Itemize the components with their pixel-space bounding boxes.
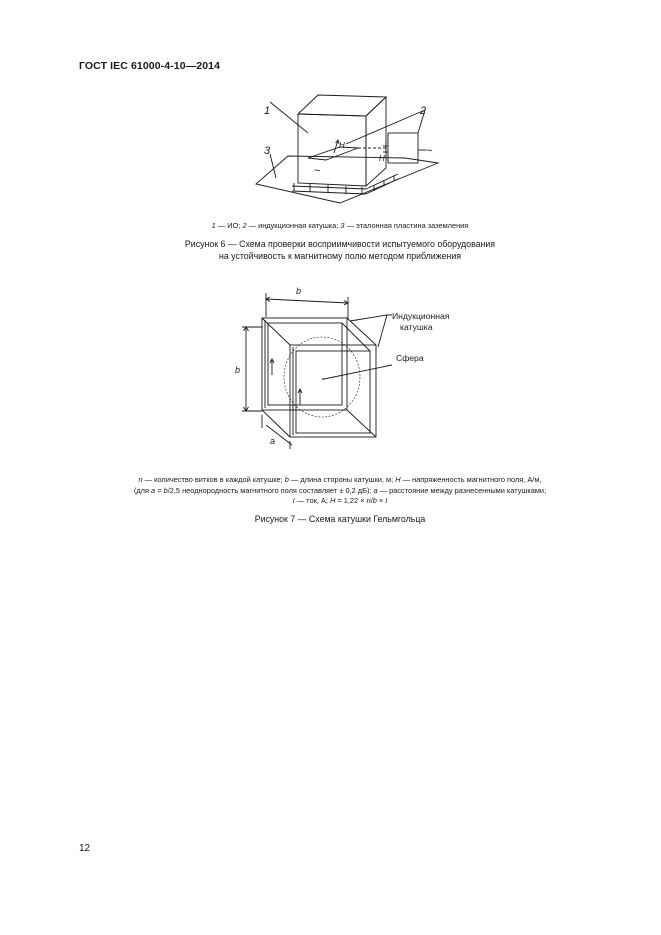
legend-7-l3-b: b: [372, 496, 377, 506]
legend-6-t2: — индукционная катушка;: [246, 221, 341, 230]
external-coil: [388, 133, 418, 163]
figure-7-caption: Рисунок 7 — Схема катушки Гельмгольца: [254, 514, 426, 524]
legend-7-l2-t1: (для: [133, 485, 152, 495]
eut-cube-side: [366, 97, 386, 186]
ac-source-2-icon: ~: [426, 145, 433, 157]
legend-7-l2-a2: a: [373, 485, 378, 495]
figure-7-legend: [74, 475, 606, 507]
legend-7-l2-b: b: [163, 485, 168, 495]
label-plane-number: 3: [264, 145, 271, 157]
ac-source-1-icon: ~: [314, 165, 321, 177]
back-coil-inner: [268, 323, 342, 405]
figure-7-diagram: [232, 283, 462, 453]
dimension-b-top: b: [296, 286, 302, 296]
page-number: 12: [79, 843, 91, 854]
legend-7-l2-a: a: [151, 485, 156, 495]
back-coil-outer: [262, 318, 347, 410]
figure-6-legend: [80, 221, 600, 232]
figure-7-svg: [232, 283, 462, 453]
legend-6-t3: — эталонная пластина заземления: [344, 221, 469, 230]
legend-7-l3-t1: — ток, А;: [294, 496, 330, 506]
label-field-h-2: H: [379, 154, 385, 163]
label-eut-number: 1: [264, 105, 271, 117]
legend-7-l3-h: H: [329, 496, 336, 506]
label-induction-coil-line1: Индукционная: [392, 311, 450, 321]
legend-7-l1-n: n: [138, 475, 143, 484]
legend-7-l1-b: b: [284, 475, 289, 484]
legend-7-l1-t2: — длина стороны катушки, м;: [288, 475, 396, 484]
front-coil-outer: [290, 345, 376, 437]
legend-7-l3-n: n: [366, 496, 371, 506]
figure-6-caption: [80, 238, 600, 262]
figure-6-caption-line2: на устойчивость к магнитному полю методом приближения: [218, 251, 462, 261]
legend-7-l1-t1: — количество витков в каждой катушке;: [142, 475, 285, 484]
legend-6-n2: 2: [242, 221, 247, 230]
legend-7-l3-t4: ×: [376, 496, 386, 506]
document-header: ГОСТ IEC 61000-4-10—2014: [79, 60, 221, 72]
legend-7-l3-t2: = 1,22 ×: [335, 496, 367, 506]
figure-6-svg: [250, 88, 450, 210]
dimension-b-left: b: [235, 365, 241, 375]
eut-cube-top: [298, 95, 386, 116]
legend-7-l3-t3: /: [370, 496, 373, 506]
legend-7-l3-i: I: [292, 496, 295, 506]
legend-7-line1: [74, 475, 606, 486]
legend-7-line3: [74, 496, 606, 507]
induction-coil-plate: [308, 147, 358, 160]
dimension-a: a: [270, 436, 276, 446]
legend-7-line2: [74, 486, 606, 497]
legend-7-l1-h: H: [395, 475, 401, 484]
label-induction-coil-line2: катушка: [400, 322, 433, 332]
legend-7-l2-t3: /2,5 неоднородность магнитного поля составляет ± 0,2 дБ);: [167, 485, 374, 495]
figure-6-caption-line1: Рисунок 6 — Схема проверки восприимчивости испытуемого оборудования: [184, 239, 496, 249]
label-sphere: Сфера: [396, 353, 424, 363]
legend-6-n1: 1: [211, 221, 216, 230]
legend-7-l3-i2: I: [385, 496, 388, 506]
legend-6-n3: 3: [340, 221, 345, 230]
legend-6-t1: — ИО;: [215, 221, 243, 230]
legend-7-l1-t3: — напряженность магнитного поля, А/м,: [400, 475, 542, 484]
figure-6-diagram: [250, 88, 450, 210]
label-field-h: H: [339, 141, 345, 150]
legend-7-l2-t2: =: [155, 485, 164, 495]
label-coil-number: 2: [420, 105, 427, 117]
legend-7-l2-t4: — расстояние между разнесенными катушками;: [377, 485, 547, 495]
